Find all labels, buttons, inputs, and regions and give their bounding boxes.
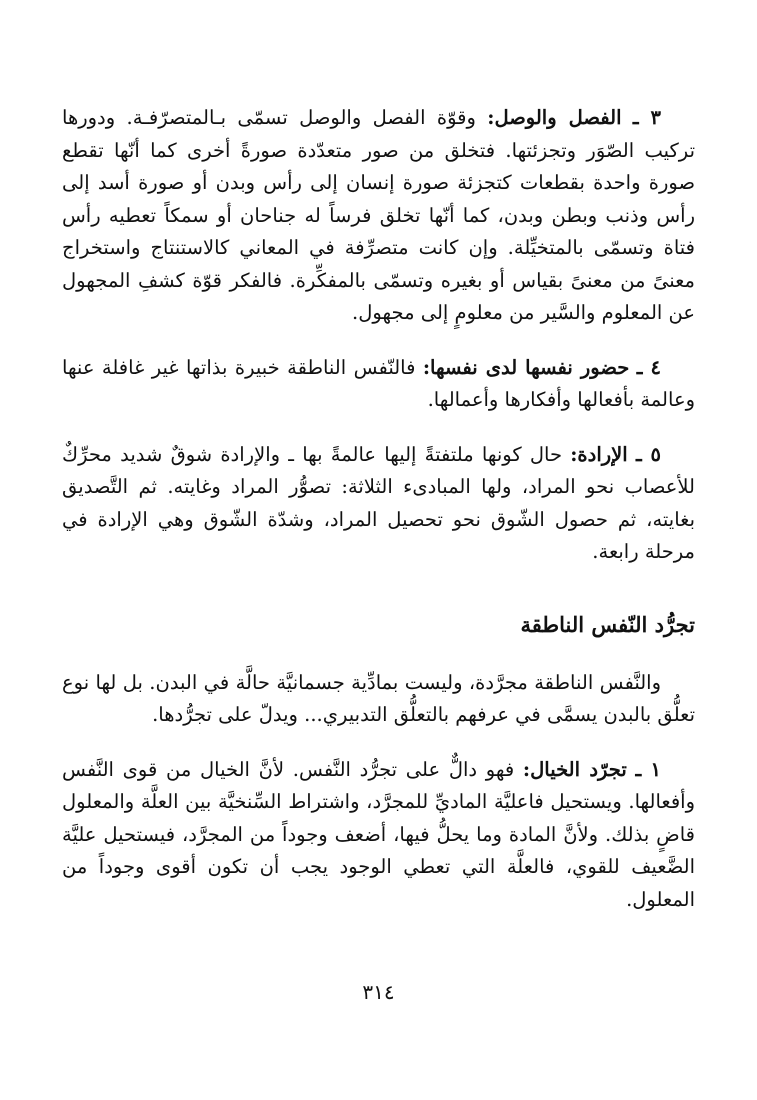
paragraph-will xyxy=(62,439,695,569)
page-number: ٣١٤ xyxy=(362,980,395,1004)
paragraph-body: حال كونها ملتفتةً إليها عالمةً بها ـ والإرادة شوقٌ شديد محرِّكٌ للأعصاب نحو المراد، ولها المبادىء الثلاثة: تصوُّر المراد وغايته. ثم التَّصديق بغايته، ثم حصول الشّوق نحو تحصيل المراد، وشدّة الشّوق وهي الإرادة في مرحلة رابعة. xyxy=(62,442,695,563)
paragraph-body: فهو دالٌّ على تجرُّد النَّفس. لأنَّ الخيال من قوى النَّفس وأفعالها. ويستحيل فاعليَّة الماديِّ للمجرَّد، واشتراط السِّنخيَّة بين العلَّة والمعلول قاضٍ بذلك. ولأنَّ المادة وما يحلُّ فيها، أضعف وجوداً من المجرَّد، فيستحيل عليَّة الضَّعيف للقوي، فالعلَّة التي تعطي الوجود يجب أن تكون أقوى وجوداً من المعلول. xyxy=(62,757,695,911)
intro-paragraph: والنَّفس الناطقة مجرَّدة، وليست بمادِّية جسمانيَّة حالَّة في البدن. بل لها نوع تعلُّق بالبدن يسمَّى في عرفهم بالتعلُّق التدبيري... ويدلّ على تجرُّدها. xyxy=(62,670,695,726)
paragraph-number: ١ ـ xyxy=(635,757,661,781)
paragraph-term: حضور نفسها لدى نفسها: xyxy=(422,355,630,379)
paragraph-number: ٣ ـ xyxy=(632,106,661,129)
paragraph-body: فالنّفس الناطقة خبيرة بذاتها غير غافلة عنها وعالمة بأفعالها وأفكارها وأعمالها. xyxy=(62,355,695,411)
section-heading: تجرُّد النّفس الناطقة xyxy=(520,611,695,637)
paragraph-separation-connection xyxy=(62,102,695,330)
paragraph-imagination-abstraction xyxy=(62,754,695,917)
paragraph-body: وقوّة الفصل والوصل تسمّى بـالمتصرّفـة. ودورها تركيب الصّوَر وتجزئتها. فتخلق من صور متعدّدة صورةً أخرى كما أنّها تقطع صورة واحدة بقطعات كتجزئة صورة إنسان إلى رأس وبدن أو صورة أسد إلى رأس وذنب وبطن وبدن، كما أنّها تخلق فرساً له جناحان أو سمكاً تعطيه رأس فتاة وتسمّى بالمتخيِّلة. وإن كانت متصرِّفة في المعاني كالاستنتاج واستخراج معنىً من معنىً بقياس أو بغيره وتسمّى بالمفكِّرة. فالفكر قوّة كشفِ المجهول عن المعلوم والسَّير من معلومٍ إلى مجهول. xyxy=(62,106,695,324)
paragraph-term: الإرادة: xyxy=(570,442,628,466)
paragraph-number: ٥ ـ xyxy=(635,442,661,466)
paragraph-term: الفصل والوصل: xyxy=(487,106,622,129)
paragraph-number: ٤ ـ xyxy=(636,355,661,379)
paragraph-self-presence xyxy=(62,352,695,417)
paragraph-term: تجرّد الخيال: xyxy=(522,757,627,781)
